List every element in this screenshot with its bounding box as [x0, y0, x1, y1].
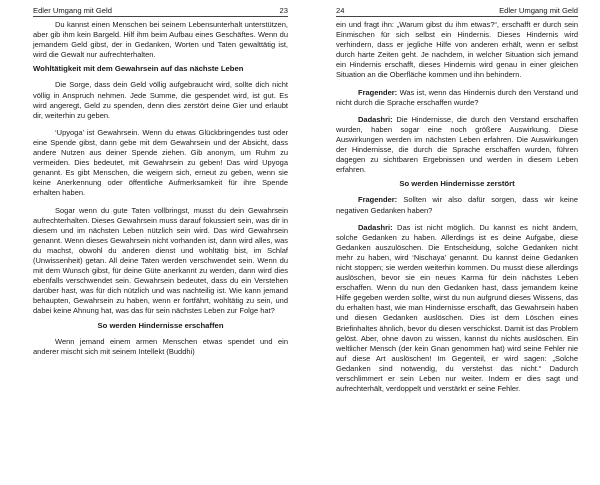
right-page-header — [336, 6, 578, 17]
answer-1 — [336, 115, 578, 176]
left-section-heading-1: Wohltätigkeit mit dem Gewahrsein auf das nächste Leben — [33, 64, 244, 74]
left-paragraph-5: Wenn jemand einem armen Menschen etwas spendet und ein anderer mischt sich mit seinem Intellekt (Buddhi) — [33, 336, 288, 356]
right-header-title: Edler Umgang mit Geld — [499, 6, 578, 15]
right-paragraph-1: ein und fragt ihn: „Warum gibst du ihm etwas?“, erschafft er durch sein Einmischen für sich selbst ein Hindernis. Dieses Hindernis wird verhindern, dass er jegliche Hilfe von anderen erhält, wenn er selbst durch harte Zeiten geht. Je nachdem, in welcher Situation sich jemand ein Hindernis erschafft, dieses Hindernis wird genau in einer gleichen Situation an die Oberfläche kommen und ihn behindern. — [336, 20, 578, 80]
question-1 — [336, 88, 578, 108]
left-paragraph-4: Sogar wenn du gute Taten vollbringst, musst du dein Gewahrsein aufrechterhalten. Dieses Gewahrsein muss darauf fokussiert sein, was dir in diesem und im nächsten Leben nützlich sein wird. Das wird Gewahrsein genannt. Wenn dieses Gewahrsein nicht vorhanden ist, dann wird alles, was du machst, obwohl du anderen dienst und wohltätig bist, im Schlaf (Unwissenheit) getan. All deine Taten werden verschwendet sein. Wenn du mit dem Wunsch gibst, für deine Güte anerkannt zu werden, dann wird dies ebenfalls verschwendet sein. Gewahrsein bedeutet, dass du ein Verstehen darüber hast, was für dich nützlich und was nachteilig ist. Wie kann jemand behaupten, Gewahrsein zu haben, wenn er fortfährt, wohltätig zu sein, und dabei keine Ahnung hat, was das für sein nächstes Leben zur Folge hat? — [33, 205, 288, 316]
right-page — [300, 0, 600, 485]
left-section-heading-2: So werden Hindernisse erschaffen — [97, 320, 224, 330]
right-page-number: 24 — [336, 6, 345, 15]
question-2-speaker: Fragender: — [358, 195, 398, 205]
question-1-text: Was ist, wenn das Hindernis durch den Verstand und nicht durch die Sprache erschaffen wurde? — [336, 87, 578, 107]
left-header-title: Edler Umgang mit Geld — [33, 6, 112, 15]
answer-2-speaker: Dadashri: — [358, 222, 393, 232]
answer-2 — [336, 223, 578, 395]
left-paragraph-1: Du kannst einen Menschen bei seinem Lebensunterhalt unterstützen, aber gib ihm kein Bargeld. Hilf ihm beim Aufbau eines Geschäftes. Wenn du jemandem Geld gibst, der in Gedanken, Worten und Taten gewalttätig ist, wird die Gewalt nur aufrechterhalten. — [33, 20, 288, 60]
left-paragraph-2: Die Sorge, dass dein Geld völlig aufgebraucht wird, sollte dich nicht völlig in Anspruch nehmen. Jede Summe, die gespendet wird, ist gut. Es wird angeregt, Geld zu spenden, denn dies zerstört deine Gier und erlaubt dir, weiterhin zu geben. — [33, 80, 288, 120]
question-2 — [336, 195, 578, 215]
answer-1-text: Die Hindernisse, die durch den Verstand erschaffen wurden, haben sogar eine noch größere Auswirkung. Diese Auswirkungen werden im nächsten Leben erfahren. Die Auswirkungen der Hindernisse, die durch die Sprache erschaffen wurden, führen dagegen zu sichtbaren Ergebnissen und werden in diesem Leben erfahren. — [336, 114, 578, 175]
question-1-speaker: Fragender: — [358, 87, 398, 97]
question-2-text: Sollten wir also dafür sorgen, dass wir keine negativen Gedanken haben? — [336, 195, 578, 215]
left-page-header — [33, 6, 288, 17]
answer-1-speaker: Dadashri: — [358, 114, 393, 124]
right-section-heading: So werden Hindernisse zerstört — [399, 179, 515, 189]
left-page-number: 23 — [279, 6, 288, 15]
left-paragraph-3: ‘Upyoga’ ist Gewahrsein. Wenn du etwas Glückbringendes tust oder eine Spende gibst, dann gebe mit dem Gewahrsein und der Absicht, dass andere Nutzen aus deiner Spende ziehen. Gib anonym, um Ruhm zu vermeiden. Dies bedeutet, mit Gewahrsein zu geben! Das wird Upyoga genannt. Es gibt Menschen, die weigern sich, erneut zu geben, wenn sie keine Anerkennung oder öffentliche Aufmerksamkeit für ihre Spende erhalten haben. — [33, 127, 288, 198]
answer-2-text: Das ist nicht möglich. Du kannst es nicht ändern, solche Gedanken zu haben. Allerdings ist es deine Aufgabe, diese Gedanken auszulöschen. Die Entscheidung, solche Gedanken nicht mehr zu haben, wird ‘Nischaya’ genannt. Du kannst deine Gedanken nicht stoppen; sie werden weiterhin kommen. Du musst diese allerdings auslöschen, bevor sie ein neues Karma für dein nächstes Leben erschaffen. Wenn du nun den Gedanken hast, dass jemandem keine Hilfe gegeben werden sollte, wirst du nun aufgrund dieses Wissens, das du erhalten hast, wie man Hindernisse erschafft, das Gewahrsein haben und diesen Gedanken auslöschen. Dies ist dem Löschen eines Briefinhaltes ähnlich, bevor du diesen verschickst. Damit ist das Problem gelöst. Aber, ohne davon zu wissen, kannst du nichts auslöschen. Ein weltlicher Mensch (der kein Gnan genommen hat) wird seine Fehler nie auf diese Art auslöschen! Im Gegenteil, er wird sagen: „Solche Gedanken sind notwendig, du verstehst das nicht.“ Dadurch verschlimmert er sein Leben nur weiter. Indem er dies sagt und aufrechterhält, verdoppelt und verstärkt er seine Fehler. — [336, 222, 578, 394]
